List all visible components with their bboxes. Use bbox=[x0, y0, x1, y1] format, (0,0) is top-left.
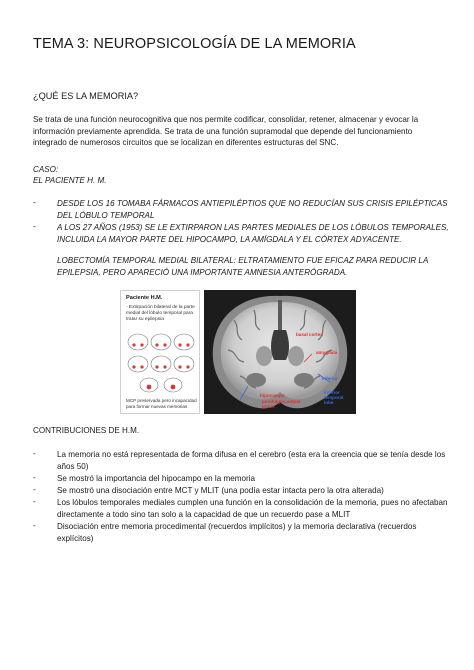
brain-diagrams-icon bbox=[125, 331, 197, 395]
label-basal-cortex: basal cortex bbox=[296, 332, 323, 337]
bullet-dash: - bbox=[33, 485, 36, 494]
lobectomy-text: LOBECTOMÍA TEMPORAL MEDIAL BILATERAL: ELTRATAMIENTO FUE EFICAZ PARA REDUCIR LA EPILEPSIA, PERO APARECIÓ UNA IMPORTANTE AMNESIA ANTERÓGRADA. bbox=[57, 256, 429, 277]
label-inferior: inferior bbox=[322, 376, 338, 381]
case-bullet-2: A LOS 27 AÑOS (1953) SE LE EXTIRPARON LAS PARTES MEDIALES DE LOS LÓBULOS TEMPORALES, INCLUIDA LA MAYOR PARTE DEL HIPOCAMPO, LA AMÍGDALA Y EL CÓRTEX ADYACENTE. bbox=[57, 223, 449, 244]
case-label: CASO: bbox=[33, 165, 59, 174]
hm-info-panel bbox=[120, 290, 200, 414]
contributions-heading: CONTRIBUCIONES DE H.M. bbox=[33, 426, 140, 435]
section-heading-memory: ¿QUÉ ES LA MEMORIA? bbox=[33, 91, 139, 101]
bullet-dash: - bbox=[33, 521, 36, 530]
memory-definition-paragraph: Se trata de una función neurocognitiva que nos permite codificar, consolidar, retener, almacenar y evocar la información previamente aprendida. Se trata de una función supramodal que depende del funcionamiento integrado de numerosos circuitos que se localizan en diferentes estructuras del SNC. bbox=[33, 115, 419, 148]
label-inferior-temporal-lobe: inferior temporal lobe bbox=[324, 390, 344, 405]
hm-figure bbox=[120, 290, 356, 414]
bullet-dash: - bbox=[33, 222, 36, 231]
label-parahippocampal-gyrus: parahippocampal gyrus bbox=[262, 399, 301, 409]
panel-title: Paciente H.M. bbox=[126, 295, 163, 301]
page-title: TEMA 3: NEUROPSICOLOGÍA DE LA MEMORIA bbox=[33, 36, 356, 52]
bullet-dash: - bbox=[33, 497, 36, 506]
panel-caption: MCP preservada pero incapacidad para formar nuevas memorias bbox=[126, 398, 197, 409]
brain-mri-image bbox=[204, 290, 356, 414]
label-amygdala: amygdala bbox=[316, 350, 338, 355]
contribution-item-3: Se mostró una disociación entre MCT y MLIT (una podía estar intacta pero la otra alterada) bbox=[57, 486, 384, 495]
bullet-dash: - bbox=[33, 449, 36, 458]
contribution-item-1: La memoria no está representada de forma difusa en el cerebro (esta era la creencia que se tenía desde los años 50) bbox=[57, 450, 446, 471]
contribution-item-5: Disociación entre memoria procedimental (recuerdos implícitos) y la memoria declarativa (recuerdos explícitos) bbox=[57, 522, 417, 543]
contribution-item-2: Se mostró la importancia del hipocampo en la memoria bbox=[57, 474, 255, 483]
bullet-dash: - bbox=[33, 198, 36, 207]
case-bullet-1: DESDE LOS 16 TOMABA FÁRMACOS ANTIEPILÉPTIOS QUE NO REDUCÍAN SUS CRISIS EPILÉPTICAS DEL LÓBULO TEMPORAL bbox=[57, 199, 448, 220]
case-patient: EL PACIENTE H. M. bbox=[33, 176, 107, 185]
contribution-item-4: Los lóbulos temporales mediales cumplen una función en la consolidación de la memoria, pues no afectaban directamente a todo sino tan solo a la capacidad de que un recuerdo pase a MLIT bbox=[57, 498, 448, 519]
panel-description: - Extirpación bilateral de la parte medial del lóbulo temporal para tratar su epilepsia bbox=[126, 305, 195, 322]
bullet-dash: - bbox=[33, 473, 36, 482]
label-hippocampus: hipocampo bbox=[260, 393, 285, 398]
